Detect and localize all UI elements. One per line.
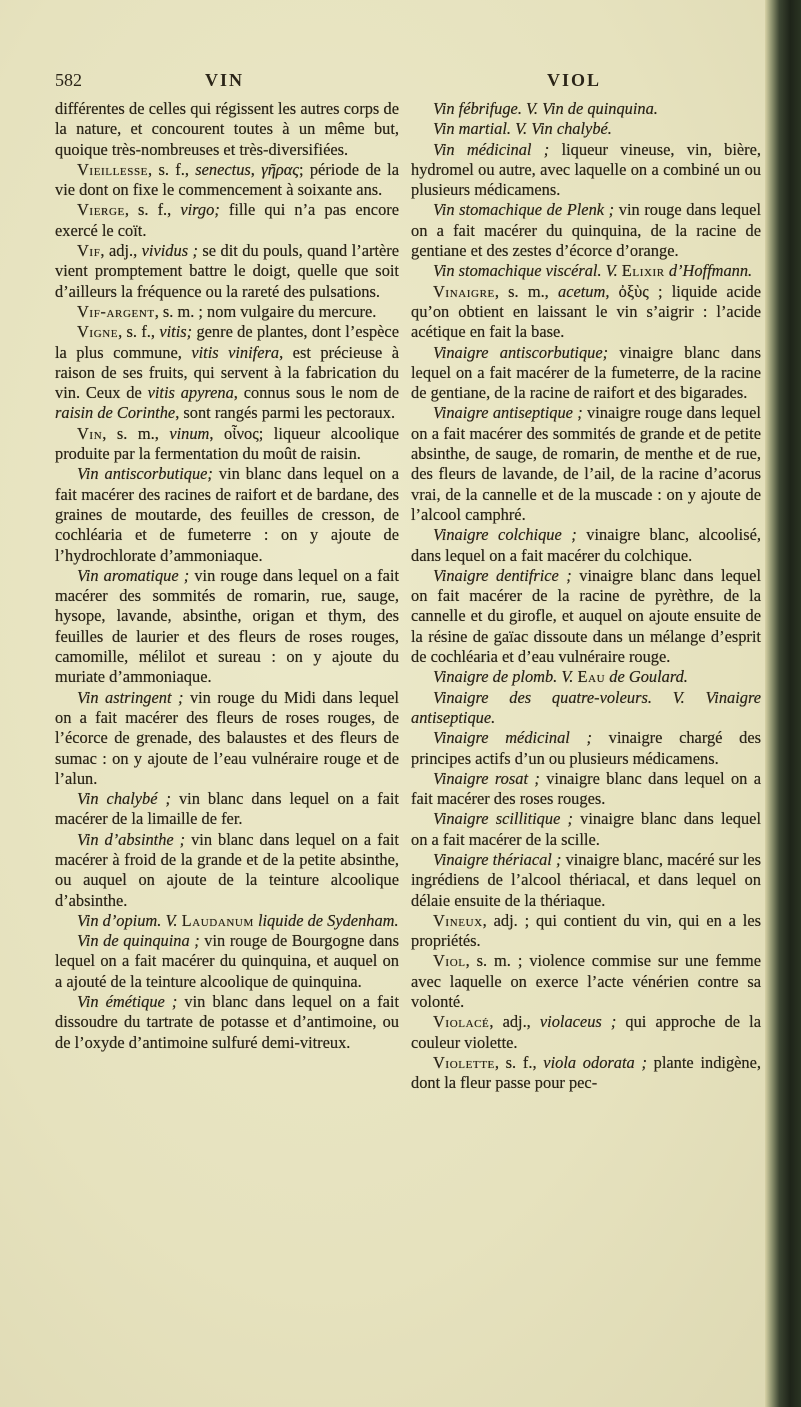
- definition-text: vinaigre blanc dans lequel on fait macérer de la racine de pyrèthre, de la cannelle et du girofle, et auquel on ajoute ensuite de la résine de gaïac dissoute dans un mélange d’esprit de cochléaria et d’eau vulnéraire rouge.: [411, 565, 762, 667]
- definition-text: vin rouge de Bourgogne dans lequel on a fait macérer du quinquina, et auquel on a ajouté de la teinture alcoolique de quinquina.: [55, 931, 399, 991]
- dictionary-entry: [411, 951, 761, 1012]
- definition-text: vinaigre chargé des principes actifs d’un ou plusieurs médicamens.: [411, 728, 761, 768]
- italic-term: Vin fébrifuge. V. Vin de quinquina.: [433, 99, 658, 118]
- italic-term: vitis apyrena: [147, 383, 234, 403]
- definition-text: , adj.,: [489, 1012, 540, 1032]
- dictionary-entry: [55, 160, 399, 201]
- definition-text: différentes de celles qui régissent les autres corps de la nature, et concourent toutes à un même but, quoique très-nombreuses et très-diversifiées.: [55, 99, 399, 159]
- definition-text: qui approche de la couleur violette.: [411, 1012, 761, 1052]
- definition-text: , sont rangés parmi les pectoraux.: [175, 403, 396, 423]
- italic-term: Vin chalybé ;: [77, 789, 171, 809]
- italic-term: Vin astringent ;: [77, 687, 184, 707]
- italic-term: Vinaigre scillitique ;: [433, 809, 573, 829]
- dictionary-entry: [55, 566, 399, 688]
- dictionary-entry: [55, 99, 399, 160]
- italic-term: Vin stomachique de Plenk ;: [433, 200, 615, 220]
- dictionary-entry: [411, 850, 761, 911]
- definition-text: ὀξὺς ; liquide acide qu’on obtient en laissant le vin s’aigrir : l’acide acétique en fait la base.: [411, 281, 762, 342]
- italic-term: Vin antiscorbutique;: [77, 464, 213, 484]
- italic-term: Vinaigre antiscorbutique;: [433, 342, 609, 362]
- headword: Vigne: [77, 322, 119, 342]
- headword: Vineux: [433, 910, 483, 930]
- italic-term: Vinaigre colchique ;: [433, 525, 577, 545]
- headword: Eau: [577, 667, 606, 687]
- page-number: 582: [55, 70, 82, 90]
- definition-text: vinaigre blanc dans lequel on a fait macérer des roses rouges.: [411, 768, 761, 809]
- dictionary-entry: [411, 1012, 761, 1053]
- dictionary-entry: [55, 464, 399, 565]
- italic-term: liquide de Sydenham.: [257, 910, 399, 930]
- dictionary-entry: [55, 789, 399, 830]
- dictionary-entry: [55, 424, 399, 465]
- definition-text: , adj.,: [100, 241, 142, 261]
- book-binding-edge: [765, 0, 801, 1407]
- definition-text: vinaigre blanc dans lequel on a fait macérer de la scille.: [411, 809, 761, 849]
- definition-text: ; période de la vie dont on fixe le commencement à soixante ans.: [55, 159, 399, 200]
- definition-text: , s. f.,: [118, 322, 160, 342]
- definition-text: se dit du pouls, quand l’artère vient promptement battre le doigt, quelle que soit d’ailleurs la fréquence ou la rareté des pulsations.: [55, 241, 400, 301]
- headword: Viol: [433, 951, 466, 971]
- italic-term: Vin d’opium. V.: [77, 910, 178, 930]
- definition-text: vin blanc dans lequel on a fait dissoudre du tartrate de potasse et d’antimoine, ou de l’oxyde d’antimoine sulfuré demi-vitreux.: [55, 992, 399, 1052]
- definition-text: fille qui n’a pas encore exercé le coït.: [55, 200, 400, 240]
- definition-text: vin rouge dans lequel on a fait macérer des sommités de romarin, rue, sauge, hysope, lavande, absinthe, origan et thym, des feuilles de laurier et des fleurs de roses rouges, camomille, mélilot et sureau : on y ajoute du muriate d’ammoniaque.: [55, 565, 399, 687]
- headword: Vin: [77, 423, 103, 443]
- definition-text: vinaigre blanc, macéré sur les ingrédiens de l’alcool thériacal, et dans lequel on délaie ensuite de la thériaque.: [411, 849, 761, 910]
- dictionary-entry: [55, 688, 399, 789]
- definition-text: vin blanc dans lequel on a fait macérer à froid de la grande et de la petite absinthe, ou auquel on ajoute de la teinture alcoolique d’absinthe.: [55, 829, 399, 910]
- left-column: [55, 99, 399, 1053]
- right-column: [411, 99, 761, 1094]
- italic-term: Vin de quinquina ;: [77, 931, 200, 951]
- definition-text: , adj. ; qui contient du vin, qui en a les propriétés.: [411, 910, 761, 951]
- definition-text: , connus sous le nom de: [233, 383, 399, 403]
- headword: Laudanum: [181, 910, 254, 930]
- dictionary-entry: [411, 261, 761, 281]
- definition-text: vinaigre blanc dans lequel on a fait macérer de la fumeterre, de la racine de gentiane, de la racine de raifort et des bigarades.: [411, 342, 761, 403]
- italic-term: virgo;: [180, 200, 220, 220]
- dictionary-entry: [411, 99, 761, 119]
- dictionary-entry: [411, 1053, 761, 1094]
- italic-term: de Goulard.: [609, 667, 688, 687]
- dictionary-entry: [55, 931, 399, 992]
- italic-term: Vin d’absinthe ;: [77, 829, 186, 849]
- headword: Vieillesse: [77, 159, 148, 179]
- dictionary-entry: [411, 566, 761, 667]
- italic-term: Vin martial. V. Vin chalybé.: [433, 119, 612, 139]
- italic-term: vitis;: [159, 322, 193, 342]
- dictionary-entry: [55, 241, 399, 302]
- italic-term: d’Hoffmann.: [668, 261, 753, 281]
- italic-term: Vinaigre antiseptique ;: [433, 403, 583, 423]
- dictionary-entry: [411, 809, 761, 850]
- italic-term: vividus ;: [141, 241, 198, 261]
- headword: Elixir: [621, 261, 665, 281]
- dictionary-entry: [411, 667, 761, 687]
- headword: Vinaigre: [433, 281, 495, 301]
- definition-text: vin blanc dans lequel on a fait macérer des racines de raifort et de bardane, des graines de moutarde, des feuilles de cresson, de cochléaria et de fumeterre : on y ajoute de l’hydrochlorate d’ammoniaque.: [55, 464, 399, 565]
- definition-text: , s. f.,: [494, 1052, 544, 1072]
- dictionary-entry: [55, 322, 399, 423]
- definition-text: , s. m.,: [102, 423, 170, 443]
- italic-term: Vinaigre rosat ;: [433, 768, 540, 788]
- definition-text: genre de plantes, dont l’espèce la plus commune,: [55, 322, 399, 362]
- dictionary-entry: [411, 403, 761, 525]
- dictionary-entry: [55, 911, 399, 931]
- definition-text: plante indigène, dont la fleur passe pour pec-: [411, 1052, 761, 1093]
- dictionary-entry: [411, 140, 761, 201]
- italic-term: violaceus ;: [539, 1012, 617, 1032]
- italic-term: Vin émétique ;: [77, 992, 178, 1012]
- definition-text: , s. f.,: [148, 159, 196, 179]
- italic-term: Vinaigre des quatre-voleurs. V. Vinaigre antiseptique.: [411, 687, 761, 727]
- running-head-right: VIOL: [547, 70, 602, 90]
- italic-term: Vin stomachique viscéral. V.: [433, 261, 618, 281]
- dictionary-entry: [55, 200, 399, 241]
- italic-term: senectus: [195, 159, 251, 179]
- definition-text: , s. m. ; violence commise sur une femme avec laquelle on exerce l’acte vénérien contre sa volonté.: [411, 951, 761, 1012]
- definition-text: , s. m.,: [494, 281, 558, 301]
- definition-text: , s. f.,: [124, 200, 181, 220]
- dictionary-entry: [55, 992, 399, 1053]
- definition-text: vinaigre rouge dans lequel on a fait macérer des sommités de grande et de petite absinthe, de sauge, de romarin, de menthe et de rue, des fleurs de lavande, de l’ail, de la racine d’acorus vrai, de la cannelle et de la muscade : on y ajoute de l’alcool camphré.: [411, 403, 761, 524]
- definition-text: , est précieuse à raison de ses fruits, qui servent à la fabrication du vin. Ceux de: [55, 342, 399, 403]
- italic-term: Vin aromatique ;: [77, 565, 190, 585]
- headword: Violette: [433, 1052, 495, 1072]
- dictionary-entry: [411, 525, 761, 566]
- dictionary-entry: [411, 728, 761, 769]
- definition-text: vin rouge dans lequel on a fait macérer du quinquina, de la racine de gentiane et des zestes d’écorce d’orange.: [411, 200, 761, 261]
- italic-term: viola odorata ;: [543, 1052, 647, 1072]
- italic-term: Vinaigre thériacal ;: [433, 849, 562, 869]
- italic-term: vitis vinifera: [191, 342, 280, 362]
- italic-term: raisin de Corinthe: [55, 403, 176, 423]
- italic-term: Vinaigre dentifrice ;: [433, 565, 572, 585]
- dictionary-entry: [411, 769, 761, 810]
- italic-term: γῆρας: [261, 159, 299, 179]
- headword: Vierge: [77, 200, 125, 220]
- definition-text: vinaigre blanc, alcoolisé, dans lequel on a fait macérer du colchique.: [411, 525, 761, 565]
- dictionary-entry: [55, 830, 399, 911]
- definition-text: , s. m. ; nom vulgaire du mercure.: [154, 301, 377, 321]
- dictionary-entry: [411, 119, 761, 139]
- dictionary-entry: [411, 343, 761, 404]
- headword: Vif-argent: [77, 301, 155, 321]
- dictionary-entry: [55, 302, 399, 322]
- italic-term: Vinaigre médicinal ;: [433, 728, 592, 748]
- running-head-left: VIN: [205, 70, 245, 90]
- italic-term: Vinaigre de plomb. V.: [433, 667, 574, 687]
- italic-term: Vin médicinal ;: [433, 139, 550, 159]
- definition-text: vin blanc dans lequel on a fait macérer de la limaille de fer.: [55, 789, 399, 829]
- italic-term: vinum: [169, 423, 210, 443]
- definition-text: liqueur vineuse, vin, bière, hydromel ou autre, avec laquelle on a combiné un ou plusieurs médicamens.: [411, 139, 761, 200]
- italic-term: acetum,: [558, 281, 610, 301]
- headword: Vif: [77, 241, 101, 261]
- headword: Violacé: [433, 1012, 490, 1032]
- dictionary-entry: [411, 200, 761, 261]
- dictionary-entry: [411, 688, 761, 729]
- definition-text: , οἶνος; liqueur alcoolique produite par la fermentation du moût de raisin.: [55, 423, 399, 464]
- definition-text: ,: [250, 159, 262, 179]
- definition-text: vin rouge du Midi dans lequel on a fait macérer des fleurs de roses rouges, de l’écorce de grenade, des balaustes et des fleurs de sumac : on y ajoute de l’eau vulnéraire rouge et de l’alun.: [55, 687, 399, 788]
- dictionary-entry: [411, 282, 761, 343]
- dictionary-entry: [411, 911, 761, 952]
